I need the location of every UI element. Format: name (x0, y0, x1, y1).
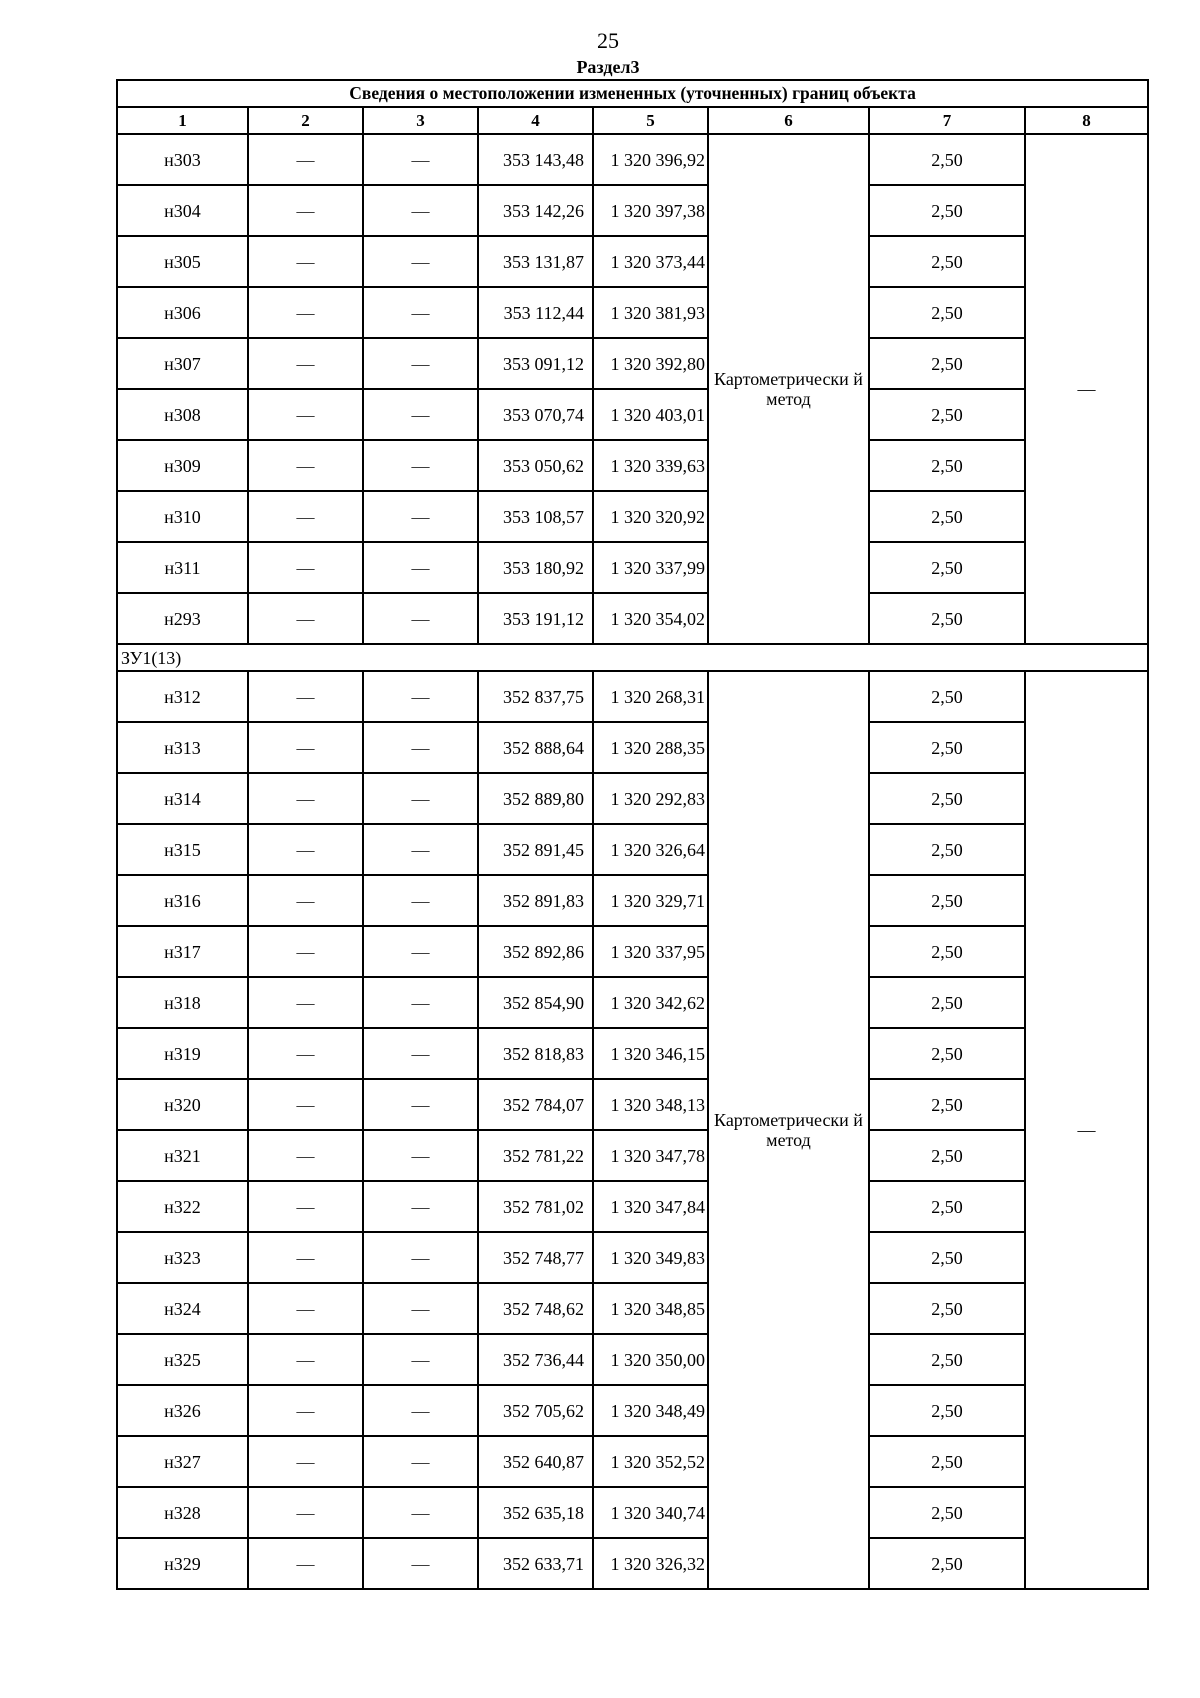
x-coordinate-cell: 353 091,12 (478, 338, 593, 389)
table-row (117, 671, 1148, 722)
column-number-header: 7 (869, 107, 1025, 134)
group-label: ЗУ1(13) (117, 644, 1148, 671)
accuracy-cell: 2,50 (869, 1538, 1025, 1589)
accuracy-cell: 2,50 (869, 773, 1025, 824)
x-coordinate-cell: 353 112,44 (478, 287, 593, 338)
x-coordinate-cell: 352 892,86 (478, 926, 593, 977)
point-name-cell: н305 (117, 236, 248, 287)
accuracy-cell: 2,50 (869, 491, 1025, 542)
column-2-cell: — (248, 287, 363, 338)
column-2-cell: — (248, 926, 363, 977)
column-2-cell: — (248, 824, 363, 875)
point-name-cell: н311 (117, 542, 248, 593)
x-coordinate-cell: 352 854,90 (478, 977, 593, 1028)
x-coordinate-cell: 352 784,07 (478, 1079, 593, 1130)
point-name-cell: н307 (117, 338, 248, 389)
column-2-cell: — (248, 440, 363, 491)
table-row (117, 236, 1148, 287)
table-row (117, 1385, 1148, 1436)
x-coordinate-cell: 353 108,57 (478, 491, 593, 542)
table-row (117, 875, 1148, 926)
column-2-cell: — (248, 1232, 363, 1283)
point-name-cell: н324 (117, 1283, 248, 1334)
accuracy-cell: 2,50 (869, 389, 1025, 440)
column-3-cell: — (363, 1487, 478, 1538)
y-coordinate-cell: 1 320 326,64 (593, 824, 708, 875)
x-coordinate-cell: 353 050,62 (478, 440, 593, 491)
table-row (117, 134, 1148, 185)
column-2-cell: — (248, 1283, 363, 1334)
y-coordinate-cell: 1 320 381,93 (593, 287, 708, 338)
table-row (117, 977, 1148, 1028)
x-coordinate-cell: 353 070,74 (478, 389, 593, 440)
table-row (117, 593, 1148, 644)
point-name-cell: н320 (117, 1079, 248, 1130)
column-3-cell: — (363, 1079, 478, 1130)
accuracy-cell: 2,50 (869, 593, 1025, 644)
column-number-header: 8 (1025, 107, 1148, 134)
y-coordinate-cell: 1 320 340,74 (593, 1487, 708, 1538)
x-coordinate-cell: 352 781,02 (478, 1181, 593, 1232)
y-coordinate-cell: 1 320 403,01 (593, 389, 708, 440)
point-name-cell: н304 (117, 185, 248, 236)
x-coordinate-cell: 352 748,62 (478, 1283, 593, 1334)
point-name-cell: н317 (117, 926, 248, 977)
accuracy-cell: 2,50 (869, 1334, 1025, 1385)
section-title: Раздел3 (576, 57, 640, 77)
accuracy-cell: 2,50 (869, 926, 1025, 977)
page-number: 25 (597, 28, 619, 53)
column-3-cell: — (363, 593, 478, 644)
column-2-cell: — (248, 1436, 363, 1487)
point-name-cell: н326 (117, 1385, 248, 1436)
column-3-cell: — (363, 389, 478, 440)
column-3-cell: — (363, 440, 478, 491)
accuracy-cell: 2,50 (869, 1232, 1025, 1283)
column-3-cell: — (363, 722, 478, 773)
column-number-header: 1 (117, 107, 248, 134)
x-coordinate-cell: 353 180,92 (478, 542, 593, 593)
x-coordinate-cell: 353 191,12 (478, 593, 593, 644)
y-coordinate-cell: 1 320 349,83 (593, 1232, 708, 1283)
point-name-cell: н306 (117, 287, 248, 338)
point-name-cell: н321 (117, 1130, 248, 1181)
accuracy-cell: 2,50 (869, 338, 1025, 389)
table-row (117, 773, 1148, 824)
column-3-cell: — (363, 1283, 478, 1334)
accuracy-cell: 2,50 (869, 1079, 1025, 1130)
accuracy-cell: 2,50 (869, 722, 1025, 773)
x-coordinate-cell: 352 888,64 (478, 722, 593, 773)
y-coordinate-cell: 1 320 288,35 (593, 722, 708, 773)
point-name-cell: н328 (117, 1487, 248, 1538)
accuracy-cell: 2,50 (869, 287, 1025, 338)
column-2-cell: — (248, 542, 363, 593)
method-cell: Картометрически й метод (708, 134, 869, 644)
y-coordinate-cell: 1 320 326,32 (593, 1538, 708, 1589)
table-row (117, 722, 1148, 773)
y-coordinate-cell: 1 320 354,02 (593, 593, 708, 644)
column-3-cell: — (363, 1028, 478, 1079)
column-3-cell: — (363, 875, 478, 926)
column-8-cell: — (1025, 134, 1148, 644)
x-coordinate-cell: 353 142,26 (478, 185, 593, 236)
column-3-cell: — (363, 1130, 478, 1181)
column-2-cell: — (248, 1181, 363, 1232)
column-2-cell: — (248, 1079, 363, 1130)
accuracy-cell: 2,50 (869, 1436, 1025, 1487)
x-coordinate-cell: 352 891,45 (478, 824, 593, 875)
x-coordinate-cell: 352 705,62 (478, 1385, 593, 1436)
y-coordinate-cell: 1 320 347,78 (593, 1130, 708, 1181)
point-name-cell: н309 (117, 440, 248, 491)
accuracy-cell: 2,50 (869, 185, 1025, 236)
table-row (117, 1334, 1148, 1385)
table-row (117, 1028, 1148, 1079)
column-2-cell: — (248, 1334, 363, 1385)
column-2-cell: — (248, 134, 363, 185)
x-coordinate-cell: 352 635,18 (478, 1487, 593, 1538)
table-row (117, 1232, 1148, 1283)
table-row (117, 824, 1148, 875)
column-3-cell: — (363, 134, 478, 185)
point-name-cell: н303 (117, 134, 248, 185)
x-coordinate-cell: 353 131,87 (478, 236, 593, 287)
table-row (117, 1538, 1148, 1589)
column-2-cell: — (248, 236, 363, 287)
table-row (117, 1079, 1148, 1130)
accuracy-cell: 2,50 (869, 824, 1025, 875)
table-row (117, 1487, 1148, 1538)
accuracy-cell: 2,50 (869, 1130, 1025, 1181)
accuracy-cell: 2,50 (869, 977, 1025, 1028)
table-row (117, 185, 1148, 236)
y-coordinate-cell: 1 320 397,38 (593, 185, 708, 236)
accuracy-cell: 2,50 (869, 1028, 1025, 1079)
y-coordinate-cell: 1 320 337,99 (593, 542, 708, 593)
point-name-cell: н310 (117, 491, 248, 542)
x-coordinate-cell: 352 633,71 (478, 1538, 593, 1589)
column-3-cell: — (363, 977, 478, 1028)
column-3-cell: — (363, 338, 478, 389)
column-3-cell: — (363, 1436, 478, 1487)
x-coordinate-cell: 352 736,44 (478, 1334, 593, 1385)
x-coordinate-cell: 352 837,75 (478, 671, 593, 722)
point-name-cell: н316 (117, 875, 248, 926)
y-coordinate-cell: 1 320 352,52 (593, 1436, 708, 1487)
column-3-cell: — (363, 236, 478, 287)
table-row (117, 389, 1148, 440)
column-3-cell: — (363, 926, 478, 977)
column-2-cell: — (248, 722, 363, 773)
table-row (117, 491, 1148, 542)
y-coordinate-cell: 1 320 346,15 (593, 1028, 708, 1079)
column-2-cell: — (248, 875, 363, 926)
x-coordinate-cell: 352 889,80 (478, 773, 593, 824)
accuracy-cell: 2,50 (869, 236, 1025, 287)
accuracy-cell: 2,50 (869, 440, 1025, 491)
column-2-cell: — (248, 773, 363, 824)
y-coordinate-cell: 1 320 348,49 (593, 1385, 708, 1436)
x-coordinate-cell: 352 891,83 (478, 875, 593, 926)
column-3-cell: — (363, 1232, 478, 1283)
x-coordinate-cell: 352 640,87 (478, 1436, 593, 1487)
column-2-cell: — (248, 671, 363, 722)
y-coordinate-cell: 1 320 292,83 (593, 773, 708, 824)
point-name-cell: н293 (117, 593, 248, 644)
x-coordinate-cell: 353 143,48 (478, 134, 593, 185)
column-number-header: 6 (708, 107, 869, 134)
y-coordinate-cell: 1 320 329,71 (593, 875, 708, 926)
accuracy-cell: 2,50 (869, 1487, 1025, 1538)
column-3-cell: — (363, 1538, 478, 1589)
table-row (117, 542, 1148, 593)
y-coordinate-cell: 1 320 342,62 (593, 977, 708, 1028)
point-name-cell: н313 (117, 722, 248, 773)
point-name-cell: н325 (117, 1334, 248, 1385)
column-3-cell: — (363, 1334, 478, 1385)
table-row (117, 338, 1148, 389)
y-coordinate-cell: 1 320 392,80 (593, 338, 708, 389)
column-2-cell: — (248, 977, 363, 1028)
column-2-cell: — (248, 338, 363, 389)
table-row (117, 926, 1148, 977)
column-3-cell: — (363, 1181, 478, 1232)
table-body (117, 134, 1148, 1589)
group-row (117, 644, 1148, 671)
y-coordinate-cell: 1 320 396,92 (593, 134, 708, 185)
point-name-cell: н315 (117, 824, 248, 875)
point-name-cell: н322 (117, 1181, 248, 1232)
column-2-cell: — (248, 1385, 363, 1436)
table-row (117, 1436, 1148, 1487)
point-name-cell: н327 (117, 1436, 248, 1487)
accuracy-cell: 2,50 (869, 875, 1025, 926)
column-3-cell: — (363, 1385, 478, 1436)
accuracy-cell: 2,50 (869, 671, 1025, 722)
column-3-cell: — (363, 491, 478, 542)
column-number-header: 3 (363, 107, 478, 134)
column-2-cell: — (248, 1538, 363, 1589)
y-coordinate-cell: 1 320 320,92 (593, 491, 708, 542)
column-3-cell: — (363, 671, 478, 722)
column-2-cell: — (248, 593, 363, 644)
column-2-cell: — (248, 491, 363, 542)
table-row (117, 1181, 1148, 1232)
x-coordinate-cell: 352 781,22 (478, 1130, 593, 1181)
x-coordinate-cell: 352 818,83 (478, 1028, 593, 1079)
table-row (117, 1130, 1148, 1181)
column-2-cell: — (248, 1130, 363, 1181)
table-row (117, 440, 1148, 491)
point-name-cell: н312 (117, 671, 248, 722)
table-caption: Сведения о местоположении измененных (уточненных) границ объекта (117, 80, 1148, 107)
y-coordinate-cell: 1 320 268,31 (593, 671, 708, 722)
table-row (117, 1283, 1148, 1334)
point-name-cell: н319 (117, 1028, 248, 1079)
accuracy-cell: 2,50 (869, 1385, 1025, 1436)
point-name-cell: н329 (117, 1538, 248, 1589)
column-number-header: 5 (593, 107, 708, 134)
y-coordinate-cell: 1 320 350,00 (593, 1334, 708, 1385)
column-8-cell: — (1025, 671, 1148, 1589)
y-coordinate-cell: 1 320 347,84 (593, 1181, 708, 1232)
accuracy-cell: 2,50 (869, 134, 1025, 185)
column-3-cell: — (363, 773, 478, 824)
accuracy-cell: 2,50 (869, 1283, 1025, 1334)
column-2-cell: — (248, 389, 363, 440)
y-coordinate-cell: 1 320 348,85 (593, 1283, 708, 1334)
y-coordinate-cell: 1 320 373,44 (593, 236, 708, 287)
method-cell: Картометрически й метод (708, 671, 869, 1589)
table-row (117, 287, 1148, 338)
column-2-cell: — (248, 1028, 363, 1079)
y-coordinate-cell: 1 320 339,63 (593, 440, 708, 491)
coordinates-table (116, 79, 1149, 1590)
point-name-cell: н318 (117, 977, 248, 1028)
point-name-cell: н323 (117, 1232, 248, 1283)
point-name-cell: н308 (117, 389, 248, 440)
point-name-cell: н314 (117, 773, 248, 824)
y-coordinate-cell: 1 320 337,95 (593, 926, 708, 977)
column-number-header: 4 (478, 107, 593, 134)
column-3-cell: — (363, 287, 478, 338)
column-3-cell: — (363, 185, 478, 236)
column-3-cell: — (363, 824, 478, 875)
accuracy-cell: 2,50 (869, 1181, 1025, 1232)
column-2-cell: — (248, 185, 363, 236)
column-2-cell: — (248, 1487, 363, 1538)
accuracy-cell: 2,50 (869, 542, 1025, 593)
x-coordinate-cell: 352 748,77 (478, 1232, 593, 1283)
column-number-header: 2 (248, 107, 363, 134)
y-coordinate-cell: 1 320 348,13 (593, 1079, 708, 1130)
column-3-cell: — (363, 542, 478, 593)
